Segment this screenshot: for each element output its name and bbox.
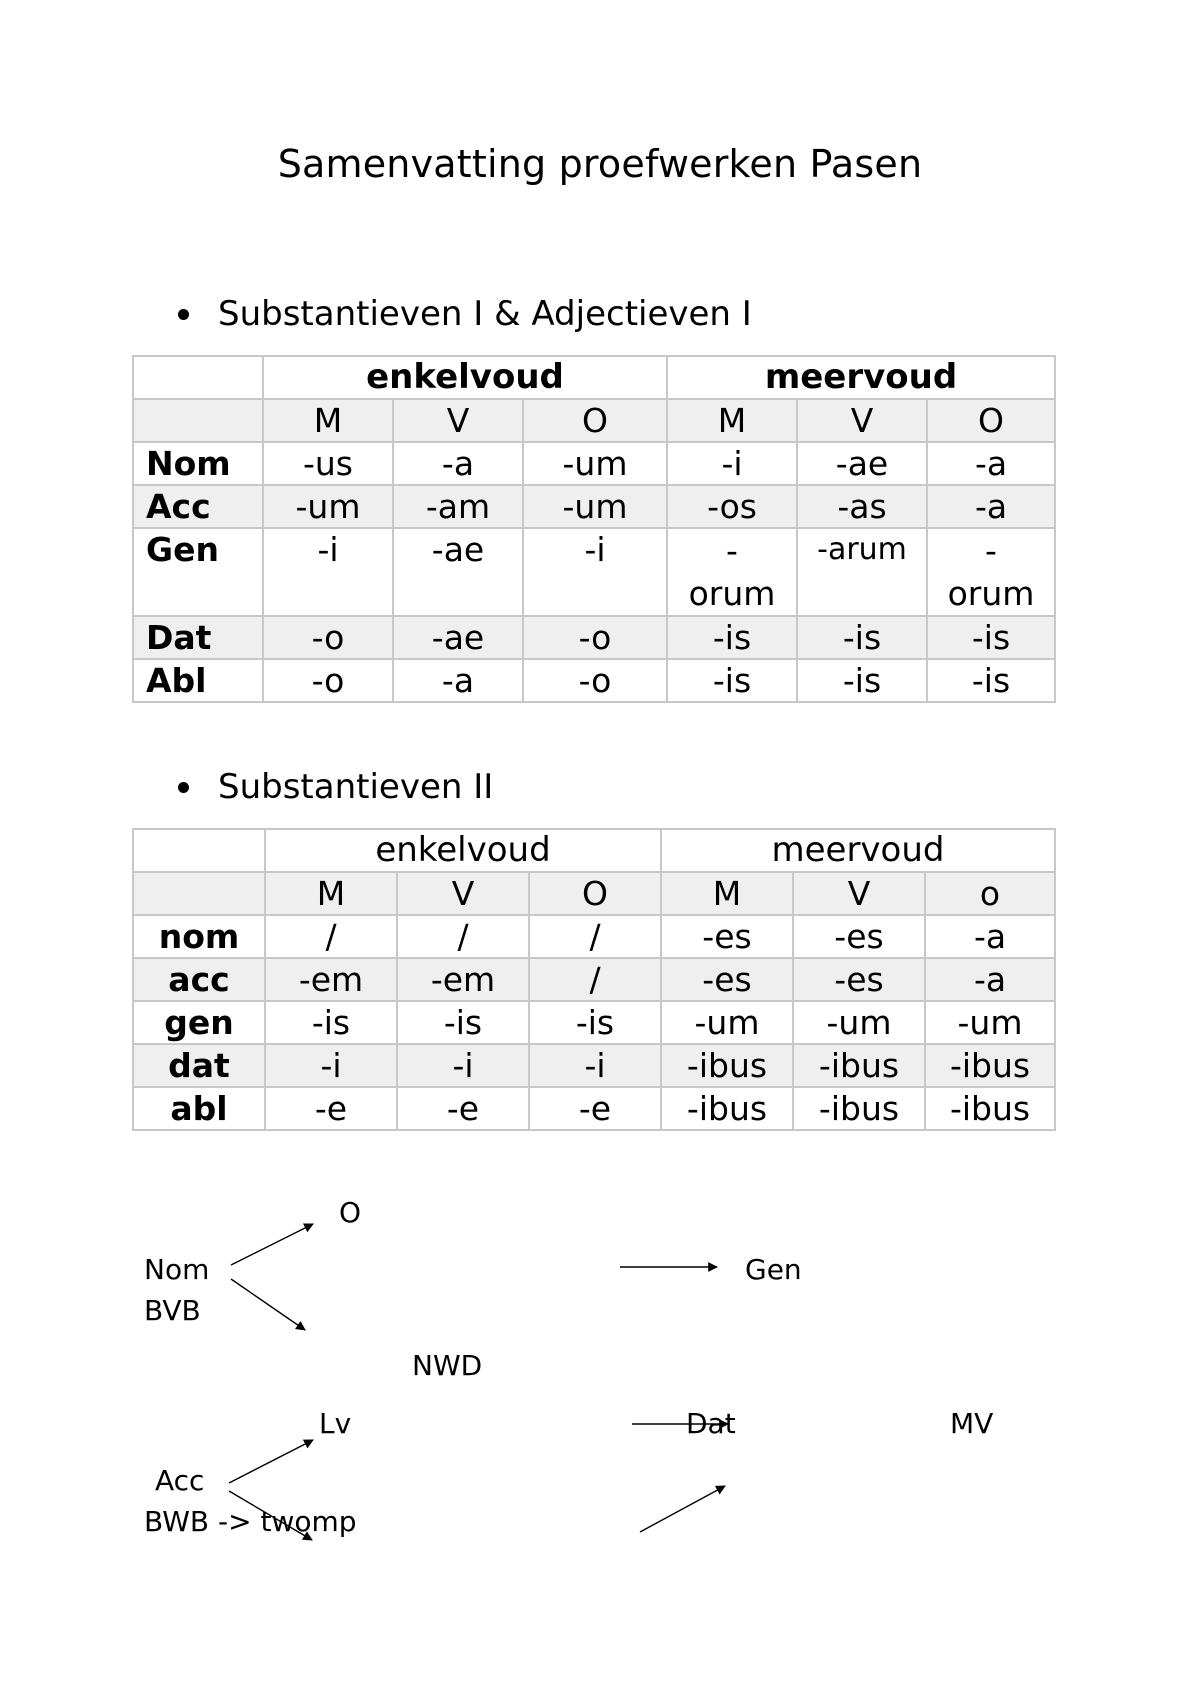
diagram-label-gen: Gen [745,1253,802,1286]
ending-cell: -arum [797,528,927,616]
ending-cell: -i [397,1044,529,1087]
diagram-label-bvb: BVB [144,1294,201,1327]
gender-header: V [393,399,523,442]
ending-cell: -um [523,485,667,528]
ending-cell: -is [529,1001,661,1044]
page-title: Samenvatting proefwerken Pasen [277,142,923,186]
ending-cell: -is [927,659,1055,702]
diagram-label-acc: Acc [155,1464,205,1497]
ending-cell: -em [397,958,529,1001]
ending-cell: -um [523,442,667,485]
ending-cell: -o [523,659,667,702]
ending-cell: -em [265,958,397,1001]
case-label: abl [133,1087,265,1130]
gender-header: o [925,872,1055,915]
case-label: dat [133,1044,265,1087]
case-label: Dat [133,616,263,659]
ending-cell: -is [797,659,927,702]
ending-cell: -is [397,1001,529,1044]
gender-header: M [263,399,393,442]
ending-cell: -um [925,1001,1055,1044]
ending-cell: -um [263,485,393,528]
arrow-nom-to-nwd [231,1279,305,1330]
ending-cell: -is [927,616,1055,659]
group-header: enkelvoud [263,356,667,399]
ending-cell: -es [661,958,793,1001]
ending-cell: -ae [393,616,523,659]
ending-cell: -is [667,616,797,659]
ending-cell: -i [263,528,393,616]
arrow-acc-to-lv [229,1440,313,1483]
ending-cell: -um [793,1001,925,1044]
gender-header: O [523,399,667,442]
gender-header: V [793,872,925,915]
ending-cell: -a [927,485,1055,528]
ending-cell: -es [793,915,925,958]
diagram-label-bwb: BWB -> twomp [144,1505,357,1538]
ending-cell: -a [393,442,523,485]
ending-cell: -ibus [793,1087,925,1130]
gender-header: M [661,872,793,915]
diagram-label-lv: Lv [319,1407,352,1440]
ending-cell: -ibus [661,1044,793,1087]
diagram-label-mv: MV [950,1407,994,1440]
case-label: Gen [133,528,263,616]
ending-cell: -es [793,958,925,1001]
ending-cell: -ae [393,528,523,616]
group-header: enkelvoud [265,829,661,872]
diagram-label-nom: Nom [144,1253,210,1286]
case-label: Abl [133,659,263,702]
arrow-to-mv [640,1486,725,1532]
group-header: meervoud [661,829,1055,872]
ending-cell: -a [927,442,1055,485]
ending-cell: -o [263,616,393,659]
case-label: nom [133,915,265,958]
ending-cell: -e [265,1087,397,1130]
group-header: meervoud [667,356,1055,399]
ending-cell: -es [661,915,793,958]
ending-cell: / [265,915,397,958]
gender-header: V [397,872,529,915]
ending-cell: -os [667,485,797,528]
diagram-label-o: O [339,1196,362,1229]
ending-cell: -as [797,485,927,528]
ending-cell: -us [263,442,393,485]
ending-cell: -ibus [661,1087,793,1130]
diagram-label-nwd: NWD [412,1349,483,1382]
ending-cell: -ibus [925,1044,1055,1087]
ending-cell: -o [263,659,393,702]
section-heading-text: Substantieven II [218,767,494,807]
diagram-label-dat: Dat [686,1407,736,1440]
ending-cell: -is [265,1001,397,1044]
ending-cell: -e [397,1087,529,1130]
case-label: Acc [133,485,263,528]
ending-cell: - orum [927,528,1055,616]
ending-cell: -um [661,1001,793,1044]
ending-cell: -e [529,1087,661,1130]
gender-header: O [927,399,1055,442]
ending-cell: -a [925,958,1055,1001]
ending-cell: -i [523,528,667,616]
ending-cell: -am [393,485,523,528]
ending-cell: -is [797,616,927,659]
ending-cell: -a [925,915,1055,958]
ending-cell: -ibus [793,1044,925,1087]
ending-cell: -ae [797,442,927,485]
ending-cell: -is [667,659,797,702]
section-heading-text: Substantieven I & Adjectieven I [218,294,752,334]
arrow-nom-to-o [231,1224,313,1265]
case-label: acc [133,958,265,1001]
gender-header: O [529,872,661,915]
ending-cell: / [397,915,529,958]
ending-cell: -a [393,659,523,702]
ending-cell: -i [667,442,797,485]
case-label: Nom [133,442,263,485]
gender-header: V [797,399,927,442]
gender-header: M [667,399,797,442]
ending-cell: -o [523,616,667,659]
ending-cell: -i [265,1044,397,1087]
ending-cell: -i [529,1044,661,1087]
ending-cell: / [529,958,661,1001]
ending-cell: / [529,915,661,958]
ending-cell: -ibus [925,1087,1055,1130]
ending-cell: - orum [667,528,797,616]
gender-header: M [265,872,397,915]
case-label: gen [133,1001,265,1044]
